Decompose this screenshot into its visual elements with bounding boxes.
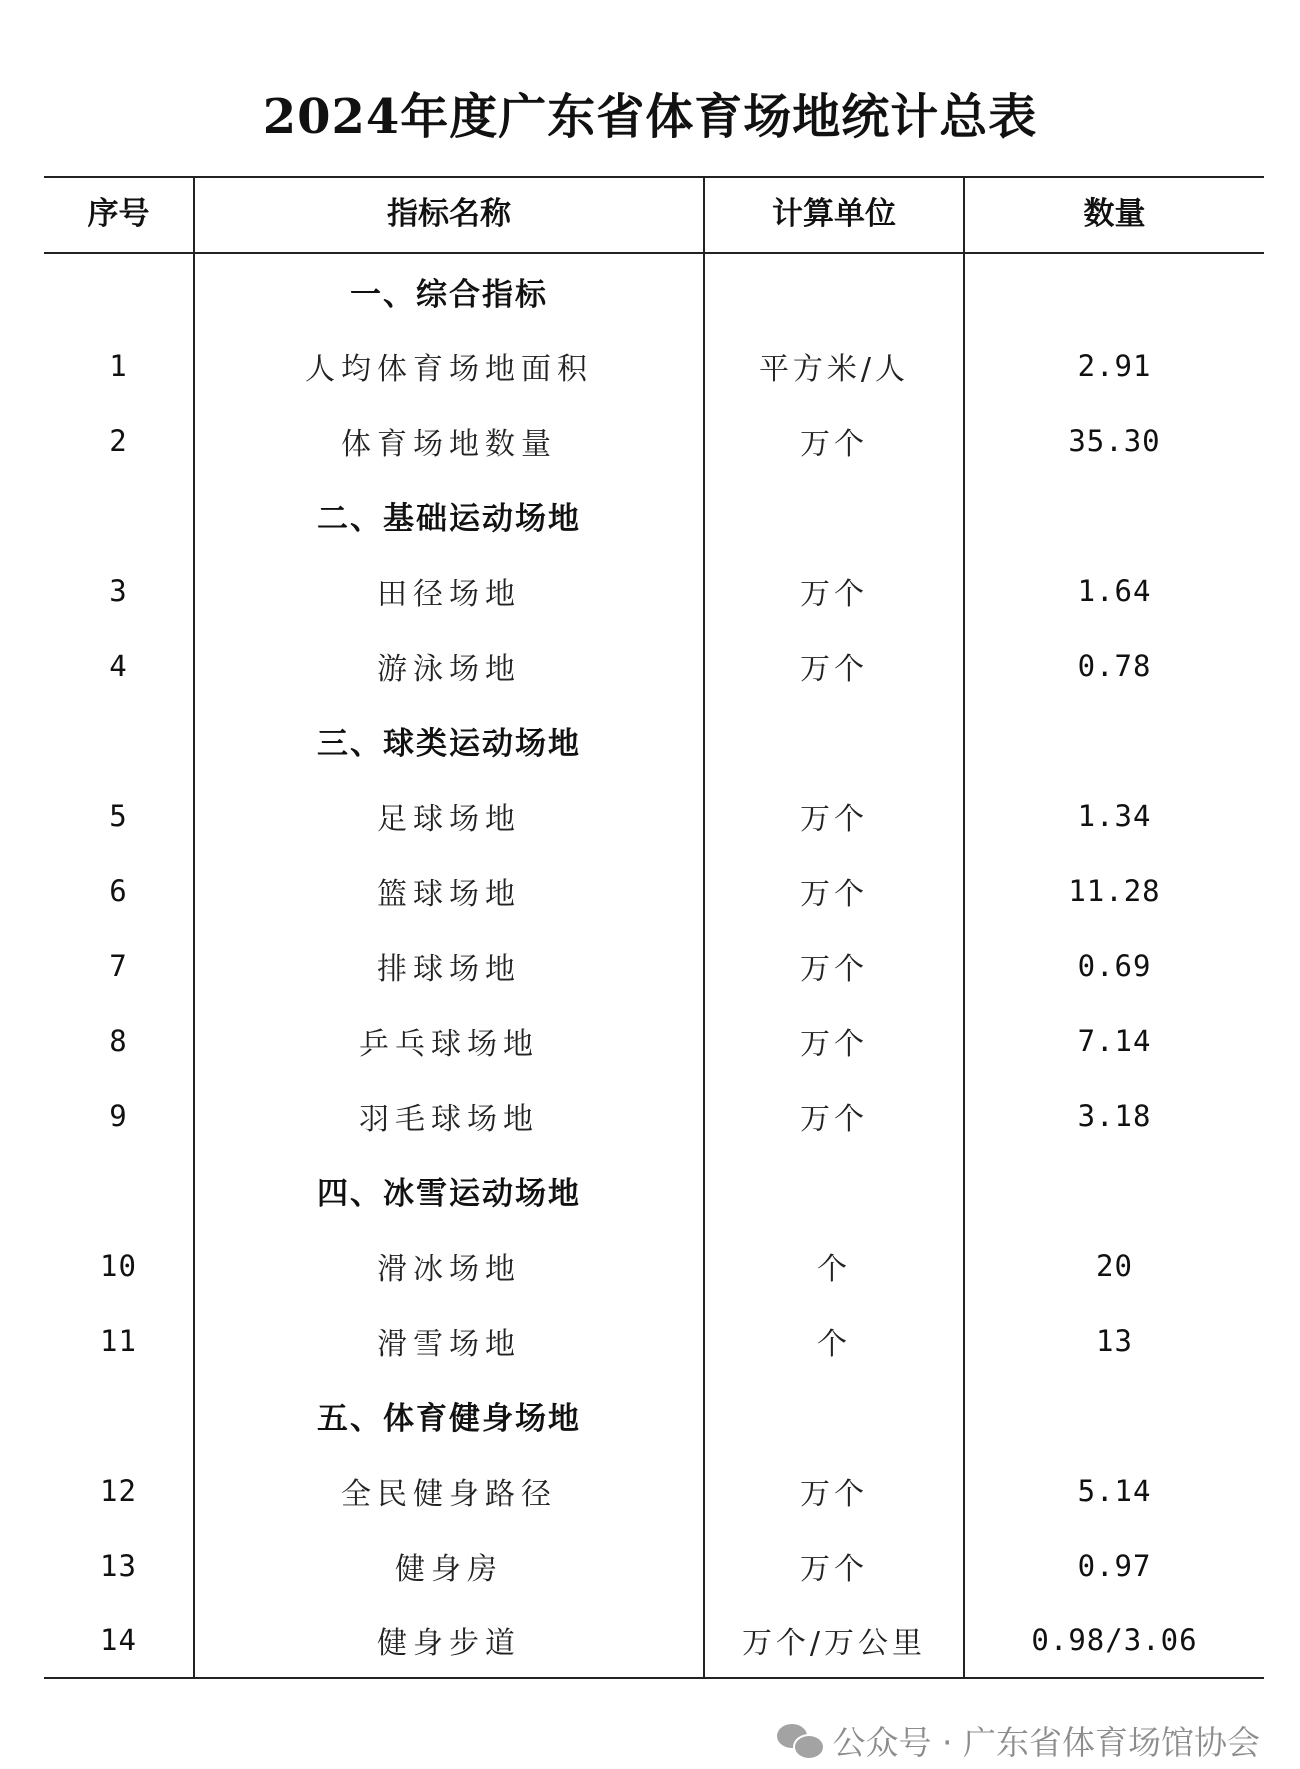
row-index: 5 — [44, 778, 194, 853]
header-unit: 计算单位 — [704, 177, 964, 253]
quantity-cell — [964, 1153, 1264, 1228]
table-row — [44, 1003, 1264, 1078]
unit-cell: 万个 — [704, 1453, 964, 1528]
watermark — [777, 1718, 1260, 1762]
unit-cell — [704, 1378, 964, 1453]
section-title: 五、体育健身场地 — [194, 1378, 704, 1453]
row-index — [44, 1378, 194, 1453]
indicator-name: 人均体育场地面积 — [194, 328, 704, 403]
unit-cell: 个 — [704, 1228, 964, 1303]
quantity-cell: 3.18 — [1077, 1098, 1152, 1133]
table-row — [44, 328, 1264, 403]
row-index — [44, 478, 194, 553]
table-row — [44, 928, 1264, 1003]
unit-cell — [704, 253, 964, 328]
table-row — [44, 403, 1264, 478]
row-index: 6 — [44, 853, 194, 928]
quantity-cell: 0.98/3.06 — [1031, 1623, 1198, 1657]
unit-cell: 万个 — [704, 853, 964, 928]
indicator-name: 体育场地数量 — [194, 403, 704, 478]
table-header — [44, 177, 1264, 253]
table-row — [44, 853, 1264, 928]
section-title: 二、基础运动场地 — [194, 478, 704, 553]
table-row — [44, 778, 1264, 853]
quantity-cell: 0.69 — [1077, 948, 1152, 983]
unit-cell: 万个 — [704, 928, 964, 1003]
quantity-cell: 7.14 — [1077, 1023, 1152, 1058]
indicator-name: 滑冰场地 — [194, 1228, 704, 1303]
row-index: 10 — [44, 1228, 194, 1303]
statistics-table-container — [44, 176, 1264, 1679]
indicator-name: 全民健身路径 — [194, 1453, 704, 1528]
header-indicator-name: 指标名称 — [194, 177, 704, 253]
quantity-cell: 0.78 — [1077, 648, 1152, 683]
unit-cell — [704, 478, 964, 553]
unit-cell: 万个 — [704, 1003, 964, 1078]
table-body — [44, 253, 1264, 1678]
row-index — [44, 1153, 194, 1228]
row-index: 2 — [44, 403, 194, 478]
quantity-cell: 5.14 — [1077, 1473, 1152, 1508]
row-index: 3 — [44, 553, 194, 628]
row-index: 4 — [44, 628, 194, 703]
section-title: 一、综合指标 — [194, 253, 704, 328]
quantity-cell: 35.30 — [1068, 423, 1161, 458]
row-index: 7 — [44, 928, 194, 1003]
page-title: 2024年度广东省体育场地统计总表 — [262, 89, 1038, 145]
table-row — [44, 1453, 1264, 1528]
indicator-name: 乒乓球场地 — [194, 1003, 704, 1078]
indicator-name: 游泳场地 — [194, 628, 704, 703]
unit-cell: 万个 — [704, 1528, 964, 1603]
table-row — [44, 553, 1264, 628]
indicator-name: 篮球场地 — [194, 853, 704, 928]
section-title: 三、球类运动场地 — [194, 703, 704, 778]
table-row — [44, 1603, 1264, 1678]
indicator-name: 足球场地 — [194, 778, 704, 853]
unit-cell: 万个 — [704, 778, 964, 853]
row-index: 12 — [44, 1453, 194, 1528]
section-row — [44, 1378, 1264, 1453]
indicator-name: 排球场地 — [194, 928, 704, 1003]
quantity-cell: 13 — [1096, 1323, 1133, 1358]
row-index: 9 — [44, 1078, 194, 1153]
quantity-cell — [964, 1378, 1264, 1453]
row-index: 13 — [44, 1528, 194, 1603]
quantity-cell — [964, 253, 1264, 328]
quantity-cell: 2.91 — [1077, 348, 1152, 383]
unit-cell: 万个 — [704, 553, 964, 628]
table-row — [44, 1078, 1264, 1153]
unit-cell: 万个 — [704, 628, 964, 703]
table-row — [44, 1228, 1264, 1303]
row-index — [44, 703, 194, 778]
row-index: 11 — [44, 1303, 194, 1378]
section-row — [44, 253, 1264, 328]
quantity-cell — [964, 703, 1264, 778]
header-row — [44, 177, 1264, 253]
quantity-cell: 1.64 — [1077, 573, 1152, 608]
quantity-cell: 1.34 — [1077, 798, 1152, 833]
quantity-cell — [964, 478, 1264, 553]
indicator-name: 田径场地 — [194, 553, 704, 628]
section-title: 四、冰雪运动场地 — [194, 1153, 704, 1228]
wechat-icon — [777, 1720, 823, 1760]
quantity-cell: 20 — [1096, 1248, 1133, 1283]
indicator-name: 健身步道 — [194, 1603, 704, 1678]
row-index: 1 — [44, 328, 194, 403]
statistics-table — [44, 176, 1264, 1679]
table-row — [44, 1528, 1264, 1603]
table-row — [44, 1303, 1264, 1378]
row-index: 8 — [44, 1003, 194, 1078]
unit-cell: 万个 — [704, 403, 964, 478]
row-index — [44, 253, 194, 328]
unit-cell — [704, 703, 964, 778]
section-row — [44, 478, 1264, 553]
unit-cell: 平方米/人 — [704, 328, 964, 403]
unit-cell — [704, 1153, 964, 1228]
indicator-name: 健身房 — [194, 1528, 704, 1603]
unit-cell: 万个/万公里 — [704, 1603, 964, 1678]
unit-cell: 个 — [704, 1303, 964, 1378]
indicator-name: 羽毛球场地 — [194, 1078, 704, 1153]
header-quantity: 数量 — [1083, 196, 1146, 232]
quantity-cell: 0.97 — [1077, 1548, 1152, 1583]
indicator-name: 滑雪场地 — [194, 1303, 704, 1378]
table-row — [44, 628, 1264, 703]
section-row — [44, 1153, 1264, 1228]
watermark-text: 公众号 · 广东省体育场馆协会 — [832, 1722, 1260, 1762]
row-index: 14 — [44, 1603, 194, 1678]
section-row — [44, 703, 1264, 778]
header-index: 序号 — [44, 177, 194, 253]
quantity-cell: 11.28 — [1068, 873, 1161, 908]
unit-cell: 万个 — [704, 1078, 964, 1153]
